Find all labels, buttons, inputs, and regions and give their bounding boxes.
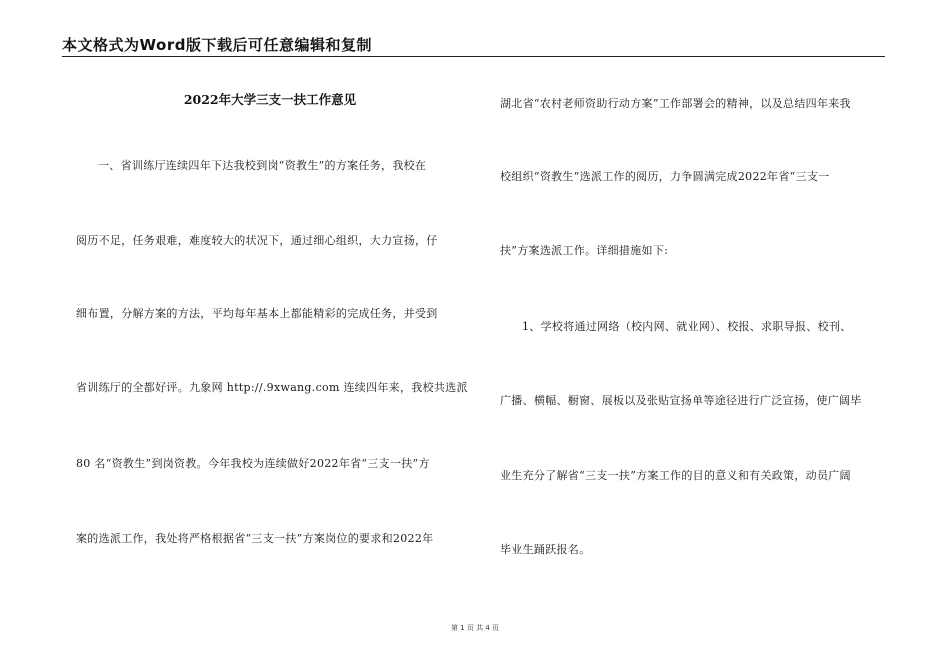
paragraph-line: 80 名“资教生”到岗资教。今年我校为连续做好2022年省“三支一扶”方 bbox=[76, 457, 430, 470]
paragraph-line: 业生充分了解省“三支一扶”方案工作的目的意义和有关政策，动员广阔 bbox=[500, 469, 851, 482]
paragraph-line: 毕业生踊跃报名。 bbox=[500, 543, 591, 556]
paragraph-line: 1、学校将通过网络（校内网、就业网）、校报、求职导报、校刊、 bbox=[522, 320, 852, 333]
page-header-title: 本文格式为Word版下载后可任意编辑和复制 bbox=[62, 36, 372, 54]
header-divider bbox=[62, 56, 885, 57]
paragraph-line: 一、省训练厅连续四年下达我校到岗“资教生”的方案任务，我校在 bbox=[98, 159, 427, 172]
page-number: 第 1 页 共 4 页 bbox=[450, 624, 500, 632]
paragraph-line: 省训练厅的全都好评。九象网 http://.9xwang.com 连续四年来，我校共选派 bbox=[76, 381, 468, 394]
paragraph-line: 校组织“资教生”选派工作的阅历，力争圆满完成2022年省“三支一 bbox=[500, 170, 830, 183]
paragraph-line: 湖北省“农村老师资助行动方案”工作部署会的精神，以及总结四年来我 bbox=[500, 97, 851, 110]
document-title: 2022年大学三支一扶工作意见 bbox=[183, 92, 357, 107]
paragraph-line: 细布置，分解方案的方法，平均每年基本上都能精彩的完成任务，并受到 bbox=[76, 307, 438, 320]
paragraph-line: 阅历不足，任务艰难，难度较大的状况下，通过细心组织，大力宣扬，仔 bbox=[76, 234, 438, 247]
paragraph-line: 扶”方案选派工作。详细措施如下: bbox=[500, 244, 669, 257]
paragraph-line: 广播、横幅、橱窗、展板以及张贴宣扬单等途径进行广泛宣扬，使广阔毕 bbox=[500, 394, 862, 407]
paragraph-line: 案的选派工作，我处将严格根据省“三支一扶”方案岗位的要求和2022年 bbox=[76, 532, 434, 545]
